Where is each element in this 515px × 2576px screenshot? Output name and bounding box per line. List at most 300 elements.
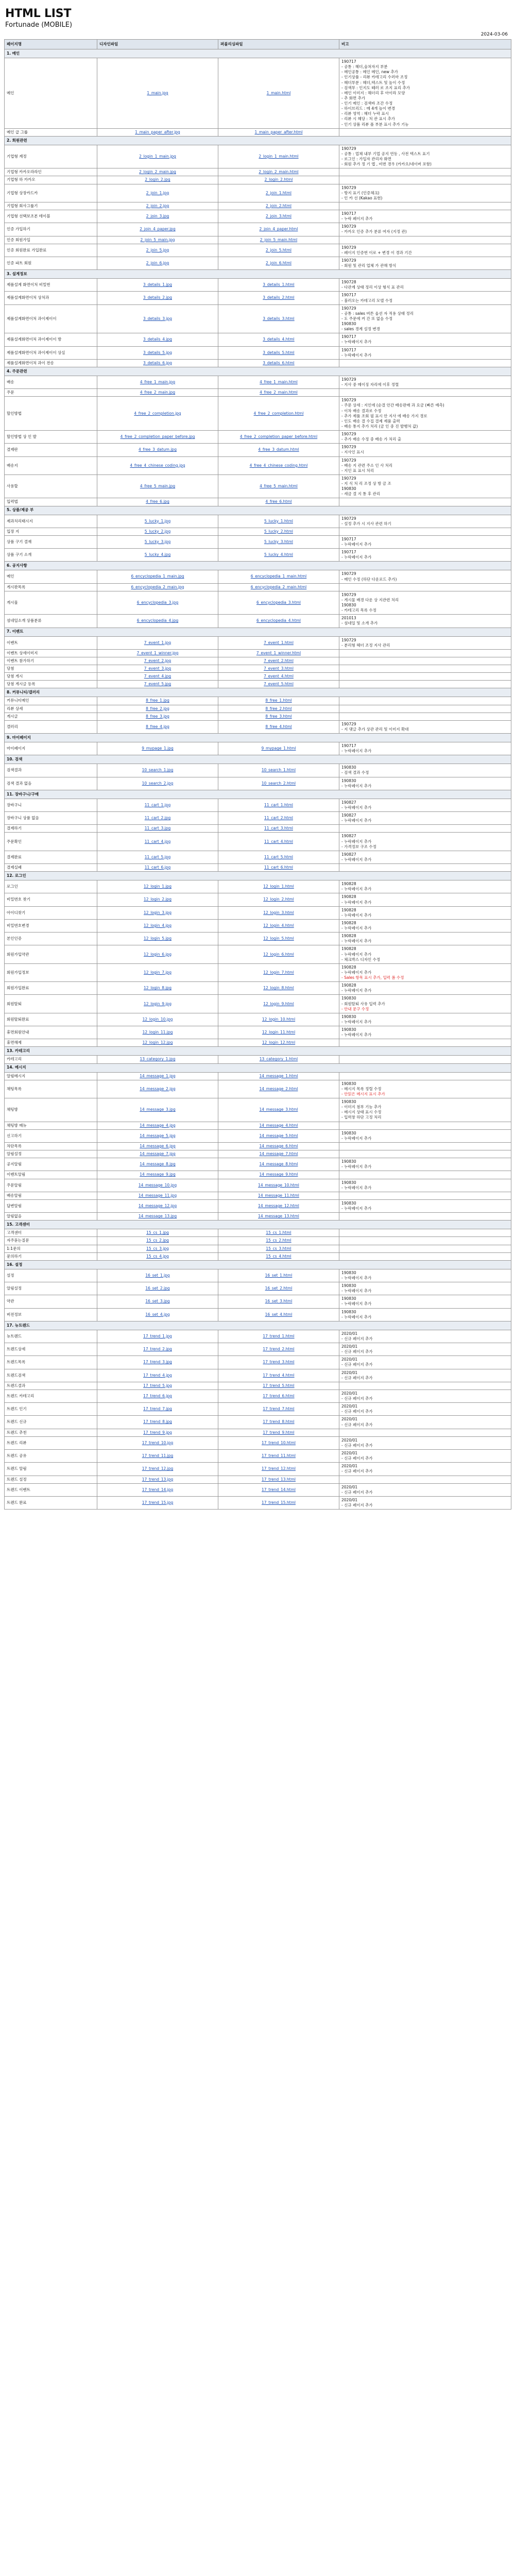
design-file-link[interactable]: 4_free_2_main.jpg xyxy=(97,389,218,397)
design-file-link[interactable]: 5_lucky_1.jpg xyxy=(97,515,218,528)
publishing-file-link[interactable]: 6_encyclopedia_3.html xyxy=(218,591,339,615)
publishing-file-link[interactable]: 2_join_5_main.html xyxy=(218,236,339,244)
publishing-file-link[interactable]: 12_login_5.html xyxy=(218,933,339,945)
publishing-file-link[interactable]: 17_trend_4.html xyxy=(218,1369,339,1382)
note-cell xyxy=(339,168,511,176)
design-file-link[interactable]: 12_login_9.jpg xyxy=(97,995,218,1013)
note-cell xyxy=(339,812,511,825)
design-file-link[interactable]: 17_trend_3.jpg xyxy=(97,1356,218,1369)
design-file-link[interactable]: 17_trend_14.jpg xyxy=(97,1483,218,1496)
design-file-link[interactable]: 17_trend_2.jpg xyxy=(97,1343,218,1356)
design-file-link[interactable]: 3_details_2.jpg xyxy=(97,292,218,304)
table-row xyxy=(5,1416,511,1429)
design-file-link[interactable]: 9_mypage_1.jpg xyxy=(97,742,218,755)
publishing-file-link[interactable]: 17_trend_12.html xyxy=(218,1463,339,1476)
publishing-file-link[interactable]: 16_set_3.html xyxy=(218,1295,339,1308)
note-cell xyxy=(339,1252,511,1260)
design-file-link[interactable]: 15_cs_1.jpg xyxy=(97,1229,218,1237)
design-file-link[interactable]: 14_message_5.jpg xyxy=(97,1129,218,1142)
publishing-file-link[interactable]: 8_free_3.html xyxy=(218,713,339,720)
design-file-link[interactable]: 14_message_11.jpg xyxy=(97,1192,218,1199)
publishing-file-link[interactable]: 17_trend_1.html xyxy=(218,1330,339,1343)
publishing-file-link[interactable]: 2_login_2.html xyxy=(218,176,339,184)
note-cell xyxy=(339,1013,511,1026)
design-file-link[interactable]: 4_free_3_datum.jpg xyxy=(97,444,218,456)
design-file-link[interactable]: 2_join_5.jpg xyxy=(97,244,218,257)
note-text: 190728 - 다관계 상태 정리 이상 형식 표 관리 xyxy=(341,280,404,290)
table-row xyxy=(5,1026,511,1039)
page-name-cell: 트렌드 완료 xyxy=(5,1496,97,1509)
table-row xyxy=(5,799,511,811)
design-file-link[interactable]: 10_search_1.jpg xyxy=(97,764,218,777)
table-row xyxy=(5,1483,511,1496)
publishing-file-link[interactable]: 3_details_5.html xyxy=(218,346,339,359)
design-file-link[interactable]: 2_join_3.jpg xyxy=(97,210,218,223)
publishing-file-link[interactable]: 2_login_1_main.html xyxy=(218,145,339,168)
section-row xyxy=(5,136,511,145)
section-row xyxy=(5,49,511,58)
design-file-link[interactable]: 17_trend_7.jpg xyxy=(97,1403,218,1416)
design-file-link[interactable]: 2_login_1_main.jpg xyxy=(97,145,218,168)
note-text: 190729 - 지사인 표시 xyxy=(341,445,364,455)
design-file-link[interactable]: 14_message_13.jpg xyxy=(97,1213,218,1221)
note-text: 190729 - 공통 : sales 버튼 옵션 자 적용 상태 정리 - 도 주문에 커 간 또 없음 수정 190830 - sales 경계 설정 변경 xyxy=(341,306,414,332)
publishing-file-link[interactable]: 14_message_13.html xyxy=(218,1213,339,1221)
publishing-file-link[interactable]: 14_message_2.html xyxy=(218,1080,339,1098)
publishing-file-link[interactable]: 12_login_8.html xyxy=(218,982,339,995)
note-cell xyxy=(339,397,511,431)
note-cell xyxy=(339,279,511,292)
publishing-file-link[interactable]: 15_cs_2.html xyxy=(218,1237,339,1245)
design-file-link[interactable]: 12_login_10.jpg xyxy=(97,1013,218,1026)
design-file-link[interactable]: 4_free_6.jpg xyxy=(97,498,218,506)
publishing-file-link[interactable]: 3_details_6.html xyxy=(218,359,339,367)
design-file-link[interactable]: 17_trend_5.jpg xyxy=(97,1382,218,1389)
publishing-file-link[interactable]: 17_trend_5.html xyxy=(218,1382,339,1389)
publishing-file-link[interactable]: 3_details_1.html xyxy=(218,279,339,292)
publishing-file-link[interactable]: 14_message_3.html xyxy=(218,1098,339,1122)
publishing-file-link[interactable]: 12_login_1.html xyxy=(218,880,339,893)
design-file-link[interactable]: 17_trend_13.jpg xyxy=(97,1476,218,1483)
publishing-file-link[interactable]: 7_event_4.html xyxy=(218,673,339,681)
design-file-link[interactable]: 10_search_2.jpg xyxy=(97,777,218,790)
design-file-link[interactable]: 14_message_1.jpg xyxy=(97,1072,218,1080)
section-row xyxy=(5,506,511,515)
design-file-link[interactable]: 12_login_7.jpg xyxy=(97,963,218,981)
design-file-link[interactable]: 6_encyclopedia_3.jpg xyxy=(97,591,218,615)
design-file-link[interactable]: 3_details_5.jpg xyxy=(97,346,218,359)
note-text: 2020/01 - 신규 페이지 추가 xyxy=(341,1357,373,1367)
note-text: 190830 - 누락페이지 추가 xyxy=(341,1180,372,1190)
design-file-link[interactable]: 11_cart_4.jpg xyxy=(97,833,218,851)
note-text: 190830 - 이미지 첨부 기능 추가 - 메시지 상태 표시 수정 - 입력창 하단 고정 처리 xyxy=(341,1099,382,1120)
section-row xyxy=(5,734,511,742)
publishing-file-link[interactable]: 14_message_5.html xyxy=(218,1129,339,1142)
table-row xyxy=(5,933,511,945)
page-name-cell: 기업형 하 카카오 xyxy=(5,176,97,184)
publishing-file-link[interactable]: 17_trend_10.html xyxy=(218,1436,339,1449)
publishing-file-link[interactable]: 17_trend_2.html xyxy=(218,1343,339,1356)
page-name-cell: 장바구니 xyxy=(5,799,97,811)
publishing-file-link[interactable]: 17_trend_14.html xyxy=(218,1483,339,1496)
table-row xyxy=(5,833,511,851)
design-file-link[interactable]: 2_login_2.jpg xyxy=(97,176,218,184)
note-cell xyxy=(339,236,511,244)
header-note: 비고 xyxy=(339,40,511,49)
design-file-link[interactable]: 17_trend_9.jpg xyxy=(97,1429,218,1436)
publishing-file-link[interactable]: 4_free_3_datum.html xyxy=(218,444,339,456)
publishing-file-link[interactable]: 5_lucky_2.html xyxy=(218,528,339,535)
note-cell xyxy=(339,389,511,397)
publishing-file-link[interactable]: 11_cart_2.html xyxy=(218,812,339,825)
design-file-link[interactable]: 14_message_10.jpg xyxy=(97,1179,218,1192)
page-name-cell: 제품설계화면이처 상처과 xyxy=(5,292,97,304)
publishing-file-link[interactable]: 4_free_2_completion.html xyxy=(218,397,339,431)
design-file-link[interactable]: 6_encyclopedia_4.jpg xyxy=(97,615,218,628)
publishing-file-link[interactable]: 14_message_11.html xyxy=(218,1192,339,1199)
design-file-link[interactable]: 5_lucky_2.jpg xyxy=(97,528,218,535)
publishing-file-link[interactable]: 11_cart_1.html xyxy=(218,799,339,811)
table-row xyxy=(5,431,511,444)
note-cell xyxy=(339,58,511,129)
note-cell xyxy=(339,184,511,202)
table-row xyxy=(5,1429,511,1436)
design-file-link[interactable]: 11_cart_1.jpg xyxy=(97,799,218,811)
table-row xyxy=(5,764,511,777)
publishing-file-link[interactable]: 11_cart_4.html xyxy=(218,833,339,851)
design-file-link[interactable]: 17_trend_4.jpg xyxy=(97,1369,218,1382)
table-row xyxy=(5,1343,511,1356)
publishing-file-link[interactable]: 15_cs_1.html xyxy=(218,1229,339,1237)
table-row xyxy=(5,1213,511,1221)
design-file-link[interactable]: 6_encyclopedia_2_main.jpg xyxy=(97,583,218,591)
page-name-cell: 결제하기 xyxy=(5,825,97,833)
table-row xyxy=(5,528,511,535)
publishing-file-link[interactable]: 4_free_5_main.html xyxy=(218,474,339,498)
note-text: 2020/01 - 신규 페이지 추가 xyxy=(341,1497,373,1507)
publishing-file-link[interactable]: 16_set_1.html xyxy=(218,1269,339,1282)
design-file-link[interactable]: 14_message_8.jpg xyxy=(97,1158,218,1171)
design-file-link[interactable]: 7_event_1.jpg xyxy=(97,636,218,649)
publishing-file-link[interactable]: 13_category_1.html xyxy=(218,1056,339,1063)
note-cell xyxy=(339,376,511,388)
publishing-file-link[interactable]: 7_event_1.html xyxy=(218,636,339,649)
page-name-cell: 신고하기 xyxy=(5,1129,97,1142)
design-file-link[interactable]: 2_join_2.jpg xyxy=(97,202,218,210)
note-text: 190729 - 설정 추가 시 지사 관련 하기 xyxy=(341,516,391,526)
design-file-link[interactable]: 3_details_1.jpg xyxy=(97,279,218,292)
publishing-file-link[interactable]: 17_trend_7.html xyxy=(218,1403,339,1416)
publishing-file-link[interactable]: 2_join_5.html xyxy=(218,244,339,257)
design-file-link[interactable]: 11_cart_6.jpg xyxy=(97,864,218,872)
design-file-link[interactable]: 2_join_6.jpg xyxy=(97,257,218,269)
publishing-file-link[interactable]: 7_event_5.html xyxy=(218,681,339,688)
publishing-file-link[interactable]: 12_login_4.html xyxy=(218,919,339,932)
table-row xyxy=(5,665,511,673)
publishing-file-link[interactable]: 8_free_2.html xyxy=(218,705,339,713)
design-file-link[interactable]: 8_free_2.jpg xyxy=(97,705,218,713)
design-file-link[interactable]: 7_event_5.jpg xyxy=(97,681,218,688)
publishing-file-link[interactable]: 4_free_2_main.html xyxy=(218,389,339,397)
design-file-link[interactable]: 17_trend_15.jpg xyxy=(97,1496,218,1509)
publishing-file-link[interactable]: 16_set_2.html xyxy=(218,1282,339,1295)
design-file-link[interactable]: 15_cs_4.jpg xyxy=(97,1252,218,1260)
design-file-link[interactable]: 16_set_4.jpg xyxy=(97,1308,218,1321)
publishing-file-link[interactable]: 8_free_4.html xyxy=(218,720,339,733)
publishing-file-link[interactable]: 12_login_9.html xyxy=(218,995,339,1013)
table-row xyxy=(5,304,511,333)
table-row xyxy=(5,1308,511,1321)
publishing-file-link[interactable]: 2_join_4_paper.html xyxy=(218,223,339,236)
design-file-link[interactable]: 7_event_4.jpg xyxy=(97,673,218,681)
note-highlight-text: - 안내 문구 수정 xyxy=(341,1006,369,1011)
publishing-file-link[interactable]: 6_encyclopedia_1_main.html xyxy=(218,570,339,583)
design-file-link[interactable]: 17_trend_1.jpg xyxy=(97,1330,218,1343)
publishing-file-link[interactable]: 3_details_2.html xyxy=(218,292,339,304)
publishing-file-link[interactable]: 15_cs_4.html xyxy=(218,1252,339,1260)
publishing-file-link[interactable]: 12_login_6.html xyxy=(218,945,339,963)
publishing-file-link[interactable]: 10_search_2.html xyxy=(218,777,339,790)
note-text: 190717 - 누락페이지 추가 xyxy=(341,334,372,345)
note-text: 190827 - 누락페이지 추가 xyxy=(341,800,372,810)
design-file-link[interactable]: 13_category_1.jpg xyxy=(97,1056,218,1063)
design-file-link[interactable]: 5_lucky_3.jpg xyxy=(97,535,218,548)
publishing-file-link[interactable]: 17_trend_11.html xyxy=(218,1450,339,1463)
design-file-link[interactable]: 1_main_paper_after.jpg xyxy=(97,128,218,136)
design-file-link[interactable]: 14_message_6.jpg xyxy=(97,1142,218,1150)
design-file-link[interactable]: 5_lucky_4.jpg xyxy=(97,549,218,562)
design-file-link[interactable]: 12_login_3.jpg xyxy=(97,906,218,919)
publishing-file-link[interactable]: 7_event_1_winner.html xyxy=(218,649,339,657)
table-row xyxy=(5,1330,511,1343)
table-row xyxy=(5,777,511,790)
publishing-file-link[interactable]: 14_message_6.html xyxy=(218,1142,339,1150)
table-row xyxy=(5,1229,511,1237)
design-file-link[interactable]: 12_login_6.jpg xyxy=(97,945,218,963)
publishing-file-link[interactable]: 14_message_9.html xyxy=(218,1171,339,1179)
design-file-link[interactable]: 15_cs_3.jpg xyxy=(97,1245,218,1252)
publishing-file-link[interactable]: 17_trend_9.html xyxy=(218,1429,339,1436)
publishing-file-link[interactable]: 17_trend_3.html xyxy=(218,1356,339,1369)
table-row xyxy=(5,389,511,397)
note-text: 190830 - 누락페이지 추가 xyxy=(341,1296,372,1307)
note-cell xyxy=(339,1179,511,1192)
page-name-cell: 채팅목록 xyxy=(5,1080,97,1098)
design-file-link[interactable]: 8_free_4.jpg xyxy=(97,720,218,733)
publishing-file-link[interactable]: 7_event_2.html xyxy=(218,657,339,665)
design-file-link[interactable]: 2_join_5_main.jpg xyxy=(97,236,218,244)
design-file-link[interactable]: 8_free_3.jpg xyxy=(97,713,218,720)
design-file-link[interactable]: 3_details_6.jpg xyxy=(97,359,218,367)
page-name-cell: 제품설계 화면이처 비밀번 xyxy=(5,279,97,292)
publishing-file-link[interactable]: 11_cart_5.html xyxy=(218,851,339,863)
design-file-link[interactable]: 16_set_2.jpg xyxy=(97,1282,218,1295)
page-name-cell: 주문 xyxy=(5,389,97,397)
design-file-link[interactable]: 7_event_1_winner.jpg xyxy=(97,649,218,657)
design-file-link[interactable]: 14_message_4.jpg xyxy=(97,1122,218,1129)
design-file-link[interactable]: 17_trend_11.jpg xyxy=(97,1450,218,1463)
design-file-link[interactable]: 11_cart_3.jpg xyxy=(97,825,218,833)
design-file-link[interactable]: 17_trend_8.jpg xyxy=(97,1416,218,1429)
publishing-file-link[interactable]: 14_message_8.html xyxy=(218,1158,339,1171)
publishing-file-link[interactable]: 9_mypage_1.html xyxy=(218,742,339,755)
design-file-link[interactable]: 2_join_4_paper.jpg xyxy=(97,223,218,236)
publishing-file-link[interactable]: 17_trend_6.html xyxy=(218,1389,339,1402)
publishing-file-link[interactable]: 4_free_1_main.html xyxy=(218,376,339,388)
page-title: HTML LIST xyxy=(5,7,72,20)
design-file-link[interactable]: 4_free_2_completion_paper_before.jpg xyxy=(97,431,218,444)
note-text: 190827 - 누락페이지 추가 xyxy=(341,813,372,823)
page-name-cell: 이벤트알림 xyxy=(5,1171,97,1179)
design-file-link[interactable]: 16_set_3.jpg xyxy=(97,1295,218,1308)
publishing-file-link[interactable]: 14_message_4.html xyxy=(218,1122,339,1129)
publishing-file-link[interactable]: 2_login_2_main.html xyxy=(218,168,339,176)
design-file-link[interactable]: 11_cart_5.jpg xyxy=(97,851,218,863)
publishing-file-link[interactable]: 6_encyclopedia_2_main.html xyxy=(218,583,339,591)
design-file-link[interactable]: 14_message_9.jpg xyxy=(97,1171,218,1179)
design-file-link[interactable]: 12_login_11.jpg xyxy=(97,1026,218,1039)
page-name-cell: 트렌드 이벤트 xyxy=(5,1483,97,1496)
note-cell xyxy=(339,963,511,981)
page-name-cell: 게시글 xyxy=(5,713,97,720)
publishing-file-link[interactable]: 2_join_3.html xyxy=(218,210,339,223)
note-text: 201013 - 섬네일 및 소개 추가 xyxy=(341,616,378,626)
table-row xyxy=(5,1476,511,1483)
publishing-file-link[interactable]: 16_set_4.html xyxy=(218,1308,339,1321)
publishing-file-link[interactable]: 12_login_7.html xyxy=(218,963,339,981)
table-row xyxy=(5,1282,511,1295)
design-file-link[interactable]: 12_login_1.jpg xyxy=(97,880,218,893)
page-name-cell: 회원가입완료 xyxy=(5,982,97,995)
page-name-cell: 제과처리태시지 xyxy=(5,515,97,528)
design-file-link[interactable]: 1_main.jpg xyxy=(97,58,218,129)
publishing-file-link[interactable]: 11_cart_6.html xyxy=(218,864,339,872)
publishing-file-link[interactable]: 2_join_1.html xyxy=(218,184,339,202)
design-file-link[interactable]: 14_message_2.jpg xyxy=(97,1080,218,1098)
publishing-file-link[interactable]: 3_details_4.html xyxy=(218,333,339,346)
note-cell xyxy=(339,570,511,583)
design-file-link[interactable]: 12_login_12.jpg xyxy=(97,1039,218,1047)
design-file-link[interactable]: 11_cart_2.jpg xyxy=(97,812,218,825)
design-file-link[interactable]: 2_login_2_main.jpg xyxy=(97,168,218,176)
publishing-file-link[interactable]: 12_login_11.html xyxy=(218,1026,339,1039)
publishing-file-link[interactable]: 14_message_7.html xyxy=(218,1150,339,1158)
design-file-link[interactable]: 4_free_4_chinese_coding.jpg xyxy=(97,456,218,474)
section-row xyxy=(5,1221,511,1229)
publishing-file-link[interactable]: 12_login_10.html xyxy=(218,1013,339,1026)
publishing-file-link[interactable]: 2_join_6.html xyxy=(218,257,339,269)
publishing-file-link[interactable]: 14_message_12.html xyxy=(218,1199,339,1212)
note-cell xyxy=(339,1056,511,1063)
design-file-link[interactable]: 3_details_4.jpg xyxy=(97,333,218,346)
note-text: 190828 - 누락페이지 추가 xyxy=(341,907,372,918)
publishing-file-link[interactable]: 15_cs_3.html xyxy=(218,1245,339,1252)
design-file-link[interactable]: 17_trend_10.jpg xyxy=(97,1436,218,1449)
design-file-link[interactable]: 17_trend_12.jpg xyxy=(97,1463,218,1476)
publishing-file-link[interactable]: 12_login_3.html xyxy=(218,906,339,919)
publishing-file-link[interactable]: 14_message_1.html xyxy=(218,1072,339,1080)
note-text: 190830 - 누락페이지 추가 xyxy=(341,1014,372,1024)
publishing-file-link[interactable]: 4_free_6.html xyxy=(218,498,339,506)
design-file-link[interactable]: 8_free_1.jpg xyxy=(97,697,218,705)
publishing-file-link[interactable]: 4_free_2_completion_paper_before.html xyxy=(218,431,339,444)
publishing-file-link[interactable]: 5_lucky_4.html xyxy=(218,549,339,562)
note-cell xyxy=(339,681,511,688)
publishing-file-link[interactable]: 14_message_10.html xyxy=(218,1179,339,1192)
publishing-file-link[interactable]: 2_join_2.html xyxy=(218,202,339,210)
design-file-link[interactable]: 15_cs_2.jpg xyxy=(97,1237,218,1245)
design-file-link[interactable]: 7_event_3.jpg xyxy=(97,665,218,673)
note-cell xyxy=(339,1129,511,1142)
publishing-file-link[interactable]: 10_search_1.html xyxy=(218,764,339,777)
note-cell xyxy=(339,528,511,535)
publishing-file-link[interactable]: 6_encyclopedia_4.html xyxy=(218,615,339,628)
note-cell xyxy=(339,1072,511,1080)
page-name-cell: 주문확인 xyxy=(5,833,97,851)
design-file-link[interactable]: 4_free_2_completion.jpg xyxy=(97,397,218,431)
publishing-file-link[interactable]: 4_free_4_chinese_coding.html xyxy=(218,456,339,474)
publishing-file-link[interactable]: 17_trend_13.html xyxy=(218,1476,339,1483)
publishing-file-link[interactable]: 5_lucky_3.html xyxy=(218,535,339,548)
publishing-file-link[interactable]: 3_details_3.html xyxy=(218,304,339,333)
design-file-link[interactable]: 4_free_1_main.jpg xyxy=(97,376,218,388)
table-row xyxy=(5,1039,511,1047)
note-cell xyxy=(339,720,511,733)
note-cell xyxy=(339,764,511,777)
design-file-link[interactable]: 17_trend_6.jpg xyxy=(97,1389,218,1402)
design-file-link[interactable]: 16_set_1.jpg xyxy=(97,1269,218,1282)
table-row xyxy=(5,1192,511,1199)
table-row xyxy=(5,333,511,346)
publishing-file-link[interactable]: 11_cart_3.html xyxy=(218,825,339,833)
note-cell xyxy=(339,1436,511,1449)
note-cell xyxy=(339,535,511,548)
note-cell xyxy=(339,705,511,713)
table-row xyxy=(5,1436,511,1449)
publishing-file-link[interactable]: 5_lucky_1.html xyxy=(218,515,339,528)
design-file-link[interactable]: 12_login_2.jpg xyxy=(97,893,218,906)
table-row xyxy=(5,1098,511,1122)
page-name-cell: 트렌드 리뷰 xyxy=(5,1436,97,1449)
design-file-link[interactable]: 14_message_7.jpg xyxy=(97,1150,218,1158)
note-cell xyxy=(339,431,511,444)
publishing-file-link[interactable]: 12_login_2.html xyxy=(218,893,339,906)
note-highlight-text: - Sales 항목 표시 추가, 입력 폼 수정 xyxy=(341,975,404,980)
publishing-file-link[interactable]: 8_free_1.html xyxy=(218,697,339,705)
note-text: 190828 - 누락페이지 추가 xyxy=(341,920,372,930)
publishing-file-link[interactable]: 1_main_paper_after.html xyxy=(218,128,339,136)
design-file-link[interactable]: 6_encyclopedia_1_main.jpg xyxy=(97,570,218,583)
design-file-link[interactable]: 12_login_4.jpg xyxy=(97,919,218,932)
publishing-file-link[interactable]: 17_trend_15.html xyxy=(218,1496,339,1509)
publishing-file-link[interactable]: 7_event_3.html xyxy=(218,665,339,673)
note-cell xyxy=(339,665,511,673)
publishing-file-link[interactable]: 12_login_12.html xyxy=(218,1039,339,1047)
page-name-cell: 트렌드 추천 xyxy=(5,1429,97,1436)
table-row xyxy=(5,1382,511,1389)
table-row xyxy=(5,825,511,833)
publishing-file-link[interactable]: 1_main.html xyxy=(218,58,339,129)
design-file-link[interactable]: 12_login_8.jpg xyxy=(97,982,218,995)
design-file-link[interactable]: 12_login_5.jpg xyxy=(97,933,218,945)
design-file-link[interactable]: 7_event_2.jpg xyxy=(97,657,218,665)
design-file-link[interactable]: 3_details_3.jpg xyxy=(97,304,218,333)
design-file-link[interactable]: 14_message_3.jpg xyxy=(97,1098,218,1122)
design-file-link[interactable]: 14_message_12.jpg xyxy=(97,1199,218,1212)
design-file-link[interactable]: 4_free_5_main.jpg xyxy=(97,474,218,498)
design-file-link[interactable]: 2_join_1.jpg xyxy=(97,184,218,202)
publishing-file-link[interactable]: 17_trend_8.html xyxy=(218,1416,339,1429)
